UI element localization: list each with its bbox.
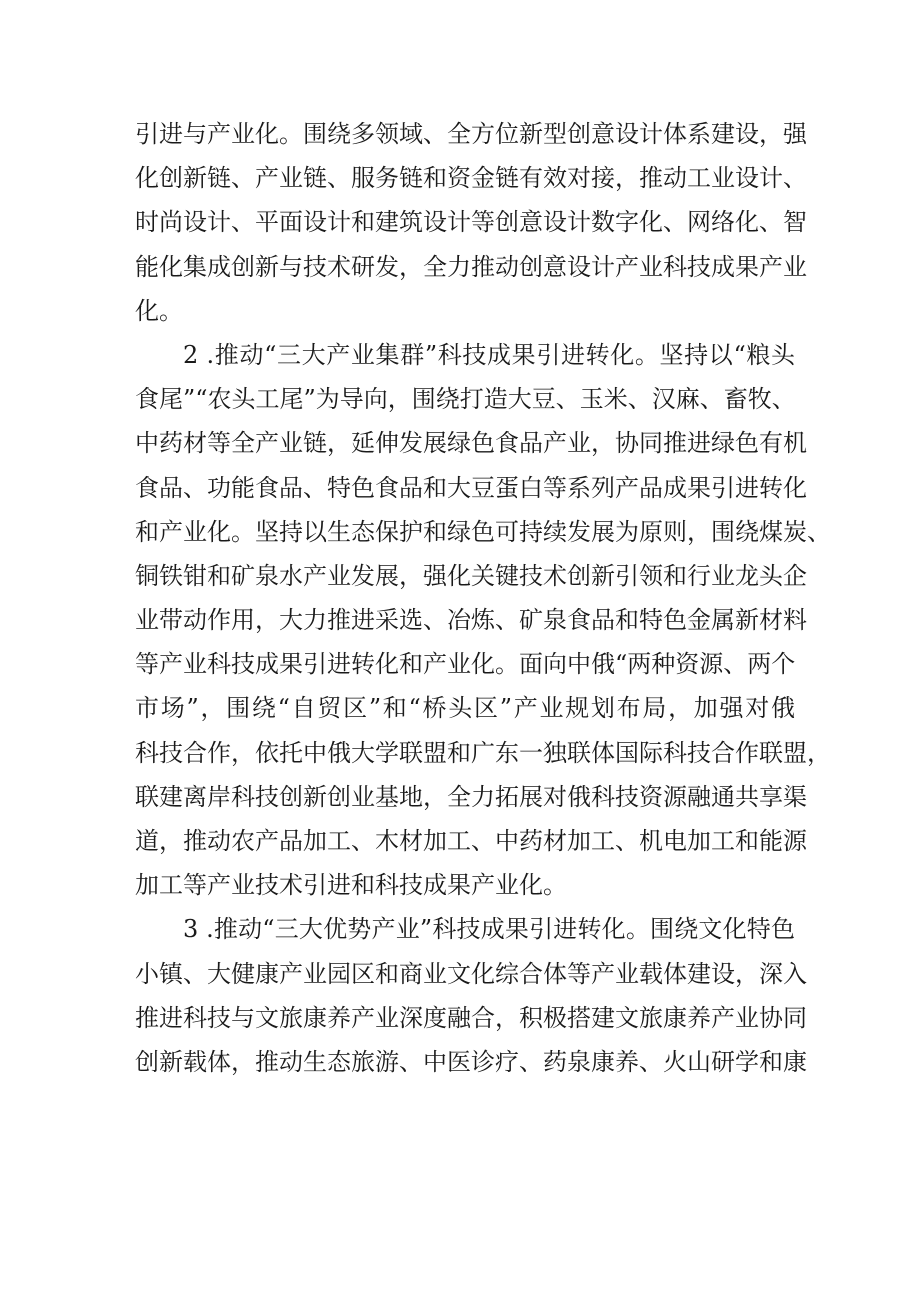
text-line: 加工等产业技术引进和科技成果产业化。 — [135, 871, 567, 900]
paragraph-item-3 — [135, 907, 807, 1084]
text-line: 化。 — [135, 296, 183, 325]
paragraph-heading-line: 3 .推动“三大优势产业”科技成果引进转化。围绕文化特色 — [183, 915, 795, 944]
text-line: 市场”，围绕“自贸区”和“桥头区”产业规划布局，加强对俄 — [135, 694, 795, 723]
text-line: 等产业科技成果引进转化和产业化。面向中俄“两种资源、两个 — [135, 650, 796, 679]
text-line: 时尚设计、平面设计和建筑设计等创意设计数字化、网络化、智 — [135, 208, 807, 237]
text-line: 科技合作，依托中俄大学联盟和广东一独联体国际科技合作联盟， — [135, 738, 831, 767]
text-line: 小镇、大健康产业园区和商业文化综合体等产业载体建设，深入 — [135, 959, 807, 988]
paragraph-heading-line: 2 .推动“三大产业集群”科技成果引进转化。坚持以“粮头 — [183, 340, 795, 369]
text-line: 联建离岸科技创新创业基地，全力拓展对俄科技资源融通共享渠 — [135, 782, 807, 811]
paragraph-continuation — [135, 112, 807, 333]
text-line: 引进与产业化。围绕多领域、全方位新型创意设计体系建设，强 — [135, 120, 807, 148]
text-line: 道，推动农产品加工、木材加工、中药材加工、机电加工和能源 — [135, 827, 807, 855]
text-line: 食尾”“农头工尾”为导向，围绕打造大豆、玉米、汉麻、畜牧、 — [135, 385, 796, 414]
text-line: 能化集成创新与技术研发，全力推动创意设计产业科技成果产业 — [135, 252, 807, 281]
paragraph-item-2 — [135, 333, 831, 907]
text-line: 创新载体，推动生态旅游、中医诊疗、药泉康养、火山研学和康 — [135, 1047, 807, 1076]
text-line: 推进科技与文旅康养产业深度融合，积极搭建文旅康养产业协同 — [135, 1003, 807, 1032]
text-line: 中药材等全产业链，延伸发展绿色食品产业，协同推进绿色有机 — [135, 429, 807, 458]
text-line: 和产业化。坚持以生态保护和绿色可持续发展为原则，围绕煤炭、 — [135, 517, 831, 546]
text-line: 铜铁钳和矿泉水产业发展，强化关键技术创新引领和行业龙头企 — [135, 561, 807, 590]
text-line: 化创新链、产业链、服务链和资金链有效对接，推动工业设计、 — [135, 164, 807, 193]
text-line: 业带动作用，大力推进采选、冶炼、矿泉食品和特色金属新材料 — [135, 606, 807, 635]
text-line: 食品、功能食品、特色食品和大豆蛋白等系列产品成果引进转化 — [135, 473, 807, 502]
body-text — [135, 112, 831, 1084]
